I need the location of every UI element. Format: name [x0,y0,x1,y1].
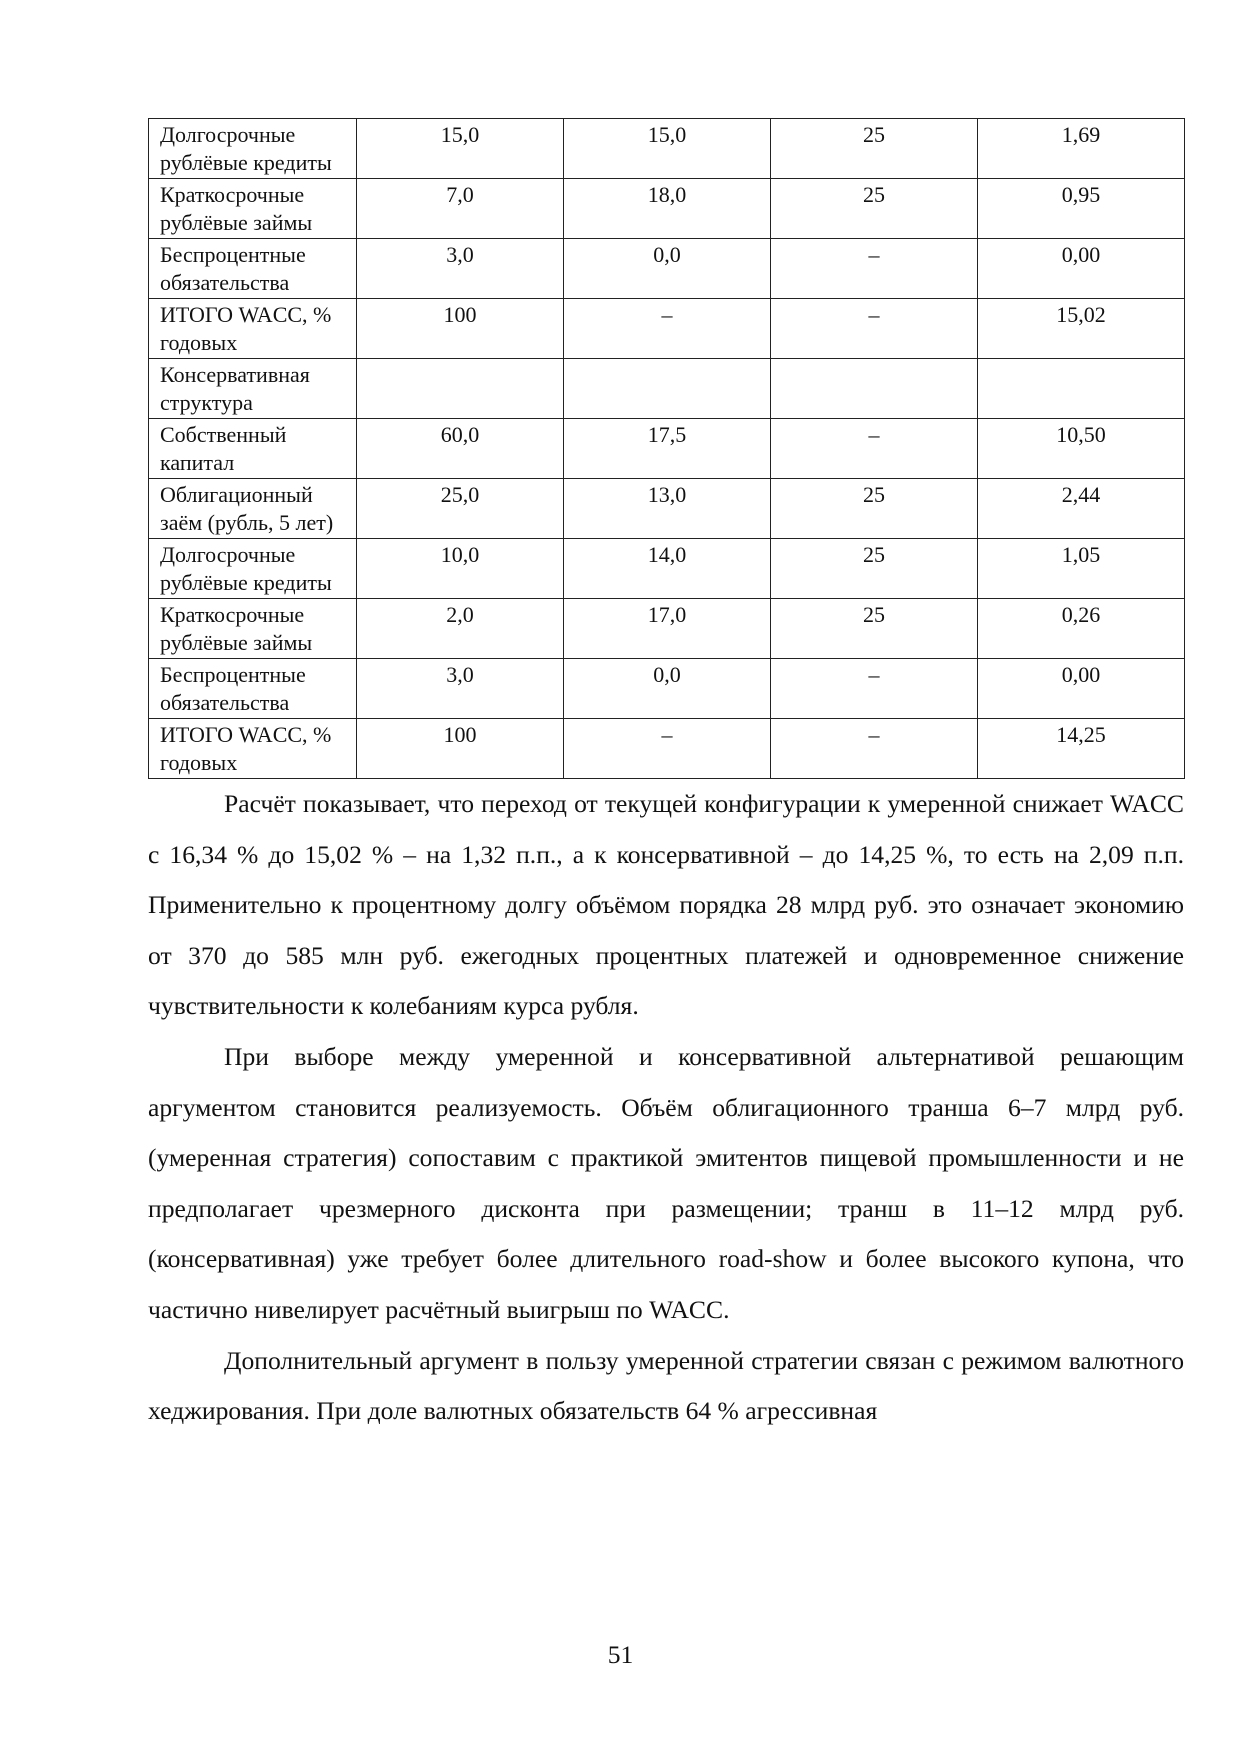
value-cell: 15,02 [978,299,1185,359]
value-cell: – [564,299,771,359]
table-row [149,599,1185,659]
value-cell: 10,50 [978,419,1185,479]
paragraph-3: Дополнительный аргумент в пользу умеренной стратегии связан с режимом валютного хеджирования. При доле валютных обязательств 64 % агрессивная [148,1345,1184,1426]
value-cell: 13,0 [564,479,771,539]
value-cell: – [771,719,978,779]
row-label-cell: Краткосрочные рублёвые займы [149,599,357,659]
value-cell: 14,0 [564,539,771,599]
value-cell: 14,25 [978,719,1185,779]
wacc-table-body [149,119,1185,779]
value-cell [564,359,771,419]
value-cell: 1,05 [978,539,1185,599]
table-row [149,719,1185,779]
page-number: 51 [607,1640,634,1669]
value-cell: 3,0 [357,659,564,719]
value-cell: 60,0 [357,419,564,479]
value-cell: 100 [357,299,564,359]
row-label-cell: Долгосрочные рублёвые кредиты [149,119,357,179]
row-label-cell: Облигационный заём (рубль, 5 лет) [149,479,357,539]
row-label-cell: Беспроцентные обязательства [149,239,357,299]
value-cell: 25 [771,179,978,239]
value-cell: 0,0 [564,659,771,719]
row-label-cell: Собственный капитал [149,419,357,479]
table-row [149,479,1185,539]
value-cell [978,359,1185,419]
value-cell: – [771,419,978,479]
value-cell: 25 [771,479,978,539]
row-label-cell: Консервативная структура [149,359,357,419]
table-row [149,359,1185,419]
value-cell: 25 [771,539,978,599]
row-label-cell: ИТОГО WACC, % годовых [149,719,357,779]
paragraph-2: При выборе между умеренной и консервативной альтернативой решающим аргументом становится реализуемость. Объём облигационного транша 6–7 млрд руб. (умеренная стратегия) сопоставим с практикой эмитентов пищевой промышленности и не предполагает чрезмерного дисконта при размещении; транш в 11–12 млрд руб. (консервативная) уже требует более длительного road-show и более высокого купона, что частично нивелирует расчётный выигрыш по WACC. [148,1041,1184,1324]
value-cell: 10,0 [357,539,564,599]
paragraph-1: Расчёт показывает, что переход от текущей конфигурации к умеренной снижает WACC с 16,34 % до 15,02 % – на 1,32 п.п., а к консервативной – до 14,25 %, то есть на 2,09 п.п. Применительно к процентному долгу объёмом порядка 28 млрд руб. это означает экономию от 370 до 585 млн руб. ежегодных процентных платежей и одновременное снижение чувствительности к колебаниям курса рубля. [148,789,1184,1021]
value-cell: 1,69 [978,119,1185,179]
value-cell: 2,0 [357,599,564,659]
value-cell: 0,0 [564,239,771,299]
value-cell: – [771,299,978,359]
value-cell: 25 [771,599,978,659]
value-cell: 100 [357,719,564,779]
table-row [149,299,1185,359]
value-cell: – [771,239,978,299]
value-cell: 15,0 [357,119,564,179]
value-cell: 0,00 [978,659,1185,719]
table-row [149,539,1185,599]
table-row [149,659,1185,719]
row-label-cell: Долгосрочные рублёвые кредиты [149,539,357,599]
value-cell: 25,0 [357,479,564,539]
value-cell: 0,95 [978,179,1185,239]
value-cell [357,359,564,419]
value-cell: 25 [771,119,978,179]
value-cell [771,359,978,419]
table-row [149,419,1185,479]
table-row [149,119,1185,179]
row-label-cell: Беспроцентные обязательства [149,659,357,719]
page-content [148,118,1184,1437]
value-cell: 3,0 [357,239,564,299]
row-label-cell: ИТОГО WACC, % годовых [149,299,357,359]
value-cell: 15,0 [564,119,771,179]
value-cell: 17,0 [564,599,771,659]
wacc-table [148,118,1185,779]
value-cell: 2,44 [978,479,1185,539]
value-cell: 7,0 [357,179,564,239]
table-row [149,239,1185,299]
value-cell: 17,5 [564,419,771,479]
value-cell: 0,26 [978,599,1185,659]
value-cell: – [771,659,978,719]
value-cell: 18,0 [564,179,771,239]
value-cell: 0,00 [978,239,1185,299]
row-label-cell: Краткосрочные рублёвые займы [149,179,357,239]
table-row [149,179,1185,239]
value-cell: – [564,719,771,779]
